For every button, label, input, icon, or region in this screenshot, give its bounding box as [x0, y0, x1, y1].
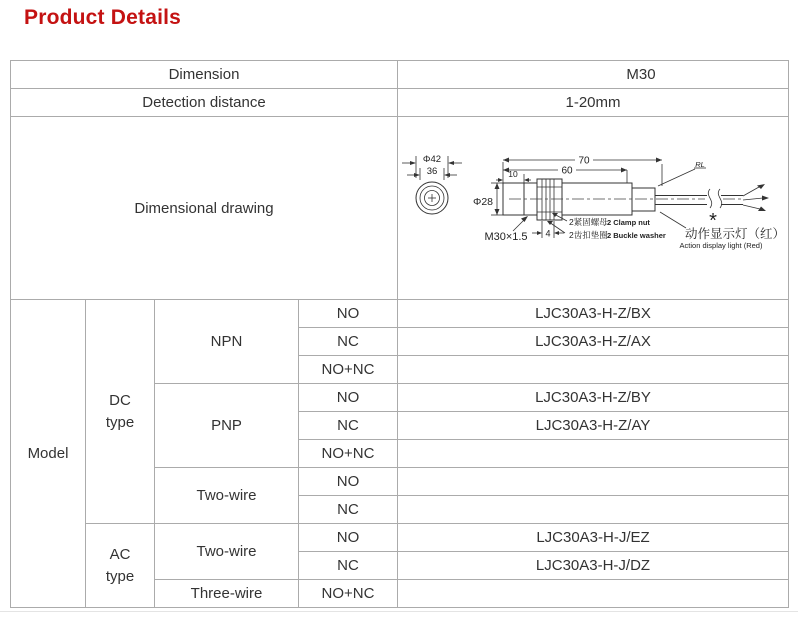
model-value-cell — [398, 468, 789, 496]
bottom-divider — [0, 611, 798, 612]
output-cell: NO+NC — [299, 440, 398, 468]
thread-label: M30×1.5 — [483, 231, 528, 243]
action-light-cn-label: 动作显示灯（红） — [684, 227, 785, 241]
dim-60-label: 60 — [560, 165, 573, 177]
ac-type-label: AC type — [105, 545, 135, 585]
model-value-cell: LJC30A3-H-Z/AX — [398, 328, 789, 356]
detection-distance-value: 1-20mm — [398, 89, 789, 117]
dc-type-cell — [86, 300, 155, 524]
row-dimensional-drawing — [11, 117, 789, 300]
dim-70-label: 70 — [577, 155, 590, 167]
output-cell: NC — [299, 496, 398, 524]
npn-cell: NPN — [155, 300, 299, 384]
output-cell: NC — [299, 552, 398, 580]
output-cell: NO — [299, 468, 398, 496]
ac-type-cell — [86, 524, 155, 608]
ac-three-wire-cell: Three-wire — [155, 580, 299, 608]
dim-28-label: Φ28 — [472, 196, 493, 208]
product-spec-table — [10, 60, 789, 608]
model-value-cell — [398, 440, 789, 468]
pnp-cell: PNP — [155, 384, 299, 468]
model-value-cell — [398, 580, 789, 608]
side-view — [503, 179, 769, 220]
page-title: Product Details — [24, 6, 182, 29]
output-cell: NC — [299, 328, 398, 356]
clamp-nut-cn-label: 2紧固螺母 — [568, 217, 608, 227]
rl-label: RL — [694, 160, 705, 169]
action-light-en-label: Action display light (Red) — [679, 241, 762, 250]
buckle-washer-cn-label: 2齿扣垫圈 — [568, 230, 608, 240]
model-value-cell: LJC30A3-H-J/DZ — [398, 552, 789, 580]
model-value-cell: LJC30A3-H-Z/AY — [398, 412, 789, 440]
row-detection-distance — [11, 89, 789, 117]
model-value-cell: LJC30A3-H-Z/BY — [398, 384, 789, 412]
model-value-cell: LJC30A3-H-Z/BX — [398, 300, 789, 328]
dimension-value: M30 — [398, 61, 789, 89]
front-view — [402, 154, 462, 214]
table-row — [11, 300, 789, 328]
dim-4-label: 4 — [544, 228, 551, 239]
dimensional-drawing-label: Dimensional drawing — [11, 117, 398, 300]
output-cell: NO — [299, 384, 398, 412]
table-row — [11, 524, 789, 552]
dim-10-label: 10 — [507, 169, 518, 179]
row-dimension — [11, 61, 789, 89]
ac-two-wire-cell: Two-wire — [155, 524, 299, 580]
asterisk-mark: * — [708, 210, 717, 232]
output-cell: NC — [299, 412, 398, 440]
model-value-cell — [398, 496, 789, 524]
model-value-cell — [398, 356, 789, 384]
output-cell: NO — [299, 524, 398, 552]
buckle-washer-en-label: 2 Buckle washer — [606, 231, 666, 240]
output-cell: NO+NC — [299, 580, 398, 608]
dc-type-label: DC type — [105, 391, 135, 431]
model-header: Model — [11, 300, 86, 608]
output-cell: NO — [299, 300, 398, 328]
dc-two-wire-cell: Two-wire — [155, 468, 299, 524]
dim-36-label: 36 — [426, 166, 437, 177]
dimensional-drawing-cell — [398, 117, 789, 300]
dimensional-drawing — [399, 117, 788, 295]
detection-distance-label: Detection distance — [11, 89, 398, 117]
model-value-cell: LJC30A3-H-J/EZ — [398, 524, 789, 552]
dimension-label: Dimension — [11, 61, 398, 89]
dim-42-label: Φ42 — [422, 154, 441, 165]
output-cell: NO+NC — [299, 356, 398, 384]
clamp-nut-en-label: 2 Clamp nut — [606, 218, 650, 227]
